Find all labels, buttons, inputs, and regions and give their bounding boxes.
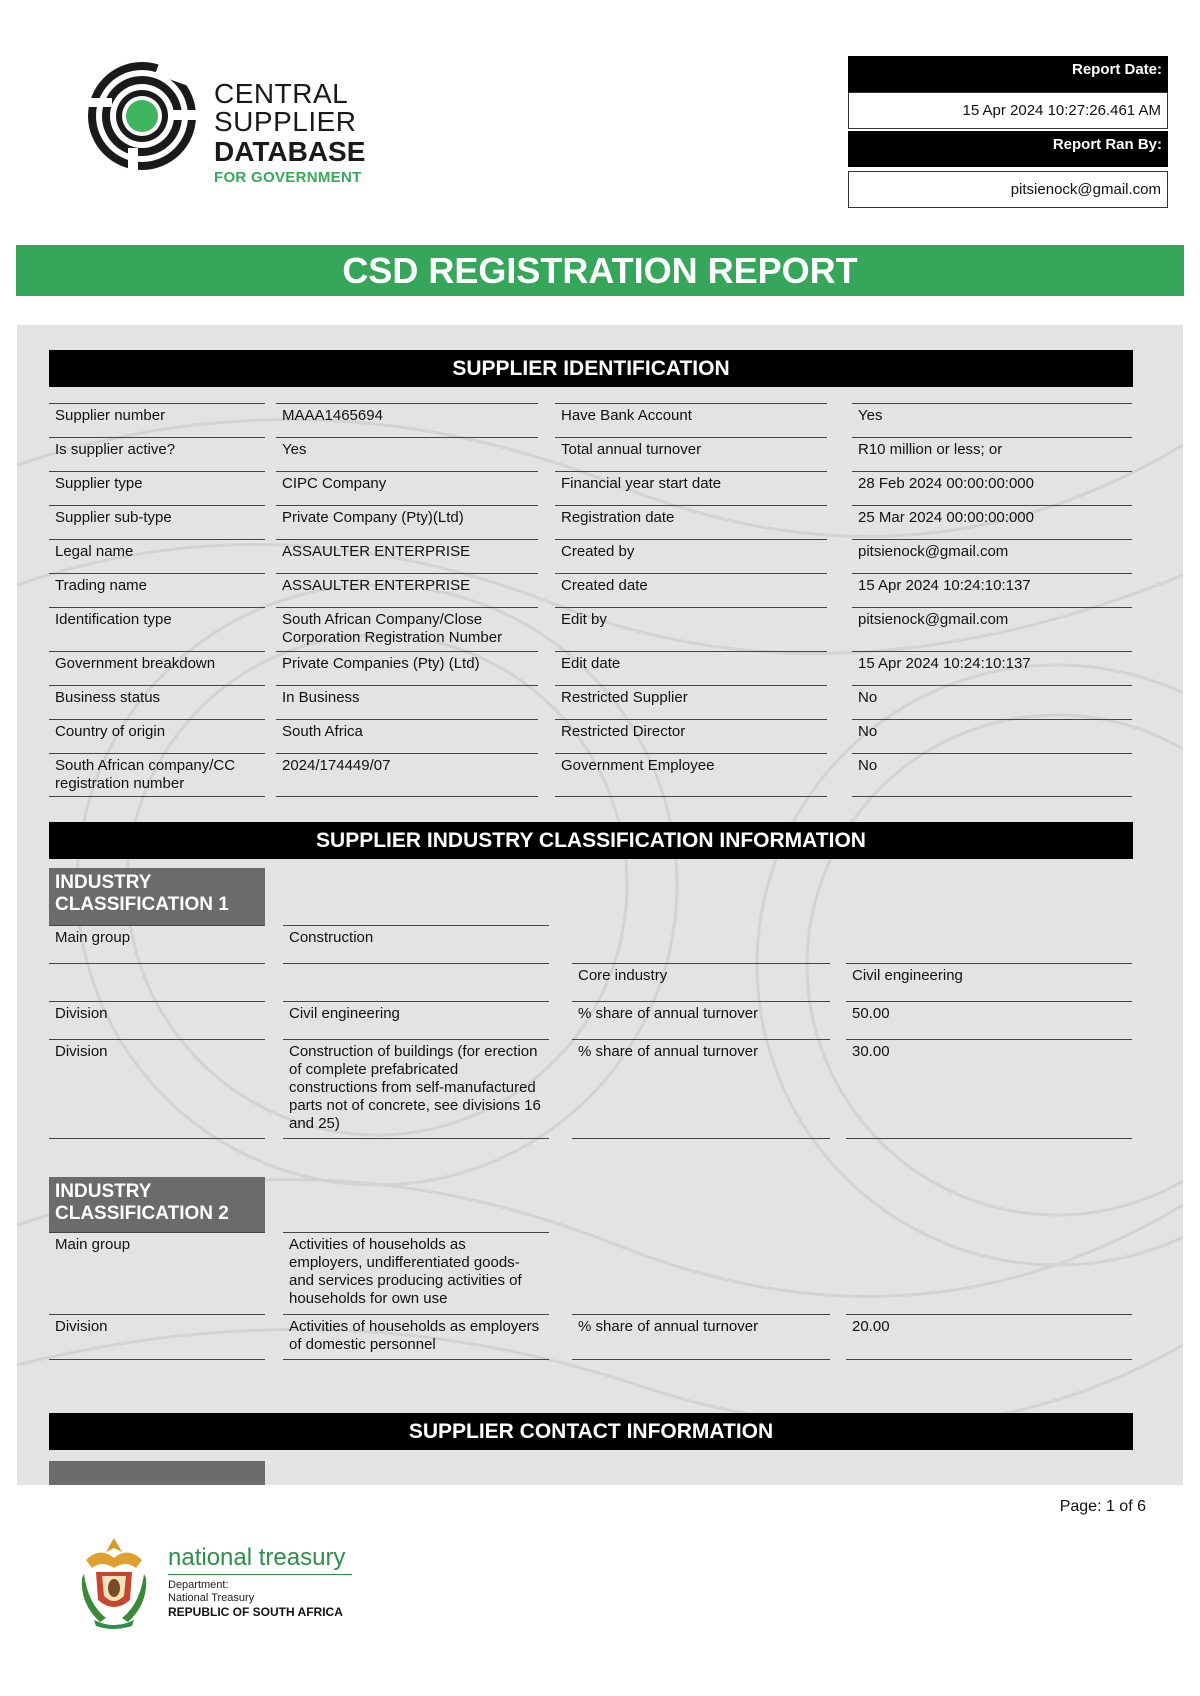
- report-title-banner: CSD REGISTRATION REPORT: [16, 245, 1184, 296]
- contact-subheading-bar: [49, 1461, 265, 1485]
- si-value-supplier-active: Yes: [276, 437, 538, 471]
- si-value-created-by: pitsienock@gmail.com: [852, 539, 1132, 573]
- industry-classification-heading: SUPPLIER INDUSTRY CLASSIFICATION INFORMATION: [49, 822, 1133, 859]
- si-label-edit-by: Edit by: [555, 607, 827, 651]
- si-label-registration-number: South African company/CC registration number: [49, 753, 265, 797]
- ic2-share-label: % share of annual turnover: [572, 1314, 830, 1360]
- nt-country: REPUBLIC OF SOUTH AFRICA: [168, 1605, 343, 1619]
- si-label-restricted-director: Restricted Director: [555, 719, 827, 753]
- report-date-label: Report Date:: [848, 56, 1168, 92]
- si-label-edit-date: Edit date: [555, 651, 827, 685]
- si-label-trading-name: Trading name: [49, 573, 265, 607]
- report-date-box: [848, 56, 1168, 129]
- si-label-business-status: Business status: [49, 685, 265, 719]
- si-label-supplier-subtype: Supplier sub-type: [49, 505, 265, 539]
- si-value-created-date: 15 Apr 2024 10:24:10:137: [852, 573, 1132, 607]
- si-value-country-of-origin: South Africa: [276, 719, 538, 753]
- si-value-have-bank-account: Yes: [852, 403, 1132, 437]
- si-label-created-by: Created by: [555, 539, 827, 573]
- logo-line-1: CENTRAL SUPPLIER: [214, 78, 357, 137]
- si-value-financial-year-start: 28 Feb 2024 00:00:00:000: [852, 471, 1132, 505]
- ic1-division-1-label: Division: [49, 1001, 265, 1039]
- ic2-division-label: Division: [49, 1314, 265, 1360]
- ic1-blank-cell: [49, 963, 265, 1001]
- si-label-financial-year-start: Financial year start date: [555, 471, 827, 505]
- nt-department-label: Department:: [168, 1579, 229, 1591]
- coat-of-arms-icon: [76, 1534, 152, 1632]
- ic2-division-value: Activities of households as employers of domestic personnel: [283, 1314, 549, 1360]
- si-value-supplier-type: CIPC Company: [276, 471, 538, 505]
- si-value-edit-date: 15 Apr 2024 10:24:10:137: [852, 651, 1132, 685]
- si-label-supplier-type: Supplier type: [49, 471, 265, 505]
- si-label-government-breakdown: Government breakdown: [49, 651, 265, 685]
- report-ran-by-box: [848, 131, 1168, 208]
- ic1-core-industry-value: Civil engineering: [846, 963, 1132, 1001]
- report-body: [17, 325, 1183, 1485]
- si-label-created-date: Created date: [555, 573, 827, 607]
- si-label-restricted-supplier: Restricted Supplier: [555, 685, 827, 719]
- national-treasury-logo: [76, 1534, 376, 1634]
- supplier-identification-heading: SUPPLIER IDENTIFICATION: [49, 350, 1133, 387]
- csd-logo-icon: [84, 58, 200, 174]
- ic1-division-2-share-value: 30.00: [846, 1039, 1132, 1139]
- supplier-contact-heading: SUPPLIER CONTACT INFORMATION: [49, 1413, 1133, 1450]
- si-value-business-status: In Business: [276, 685, 538, 719]
- ic1-blank-cell-2: [283, 963, 549, 1001]
- si-value-annual-turnover: R10 million or less; or: [852, 437, 1132, 471]
- nt-divider: [168, 1574, 352, 1575]
- ic1-division-2-share-label: % share of annual turnover: [572, 1039, 830, 1139]
- si-label-annual-turnover: Total annual turnover: [555, 437, 827, 471]
- si-label-legal-name: Legal name: [49, 539, 265, 573]
- si-label-identification-type: Identification type: [49, 607, 265, 651]
- industry-classification-1-title: INDUSTRY CLASSIFICATION 1: [49, 868, 265, 925]
- si-value-government-breakdown: Private Companies (Pty) (Ltd): [276, 651, 538, 685]
- report-ran-by-label: Report Ran By:: [848, 131, 1168, 167]
- si-value-restricted-supplier: No: [852, 685, 1132, 719]
- si-value-supplier-subtype: Private Company (Pty)(Ltd): [276, 505, 538, 539]
- si-value-government-employee: No: [852, 753, 1132, 797]
- logo-line-3: FOR GOVERNMENT: [214, 169, 362, 186]
- ic1-division-1-share-value: 50.00: [846, 1001, 1132, 1039]
- national-treasury-title: national treasury: [168, 1544, 346, 1571]
- report-date-value: 15 Apr 2024 10:27:26.461 AM: [848, 92, 1168, 129]
- page-number: Page: 1 of 6: [1059, 1498, 1146, 1515]
- si-value-registration-date: 25 Mar 2024 00:00:00:000: [852, 505, 1132, 539]
- si-label-supplier-active: Is supplier active?: [49, 437, 265, 471]
- ic1-division-1-value: Civil engineering: [283, 1001, 549, 1039]
- si-label-government-employee: Government Employee: [555, 753, 827, 797]
- report-ran-by-value: pitsienock@gmail.com: [848, 171, 1168, 208]
- ic1-division-1-share-label: % share of annual turnover: [572, 1001, 830, 1039]
- si-value-supplier-number: MAAA1465694: [276, 403, 538, 437]
- si-value-edit-by: pitsienock@gmail.com: [852, 607, 1132, 651]
- si-value-identification-type: South African Company/Close Corporation Registration Number: [276, 607, 538, 651]
- si-value-trading-name: ASSAULTER ENTERPRISE: [276, 573, 538, 607]
- si-value-restricted-director: No: [852, 719, 1132, 753]
- ic2-main-group-value: Activities of households as employers, undifferentiated goods- and services producing activities of households for own use: [283, 1232, 549, 1314]
- ic2-share-value: 20.00: [846, 1314, 1132, 1360]
- industry-classification-2-title: INDUSTRY CLASSIFICATION 2: [49, 1177, 265, 1232]
- si-value-legal-name: ASSAULTER ENTERPRISE: [276, 539, 538, 573]
- ic1-division-2-label: Division: [49, 1039, 265, 1139]
- si-label-registration-date: Registration date: [555, 505, 827, 539]
- csd-logo: [84, 58, 484, 186]
- si-value-registration-number: 2024/174449/07: [276, 753, 538, 797]
- logo-line-2: DATABASE: [214, 136, 366, 167]
- ic1-core-industry-label: Core industry: [572, 963, 830, 1001]
- si-label-have-bank-account: Have Bank Account: [555, 403, 827, 437]
- ic1-main-group-label: Main group: [49, 925, 265, 963]
- nt-department-name: National Treasury: [168, 1592, 255, 1604]
- si-label-country-of-origin: Country of origin: [49, 719, 265, 753]
- si-label-supplier-number: Supplier number: [49, 403, 265, 437]
- ic1-division-2-value: Construction of buildings (for erection of complete prefabricated constructions from self-manufactured parts not of concrete, see divisions 16 and 25): [283, 1039, 549, 1139]
- ic1-main-group-value: Construction: [283, 925, 549, 963]
- ic2-main-group-label: Main group: [49, 1232, 265, 1314]
